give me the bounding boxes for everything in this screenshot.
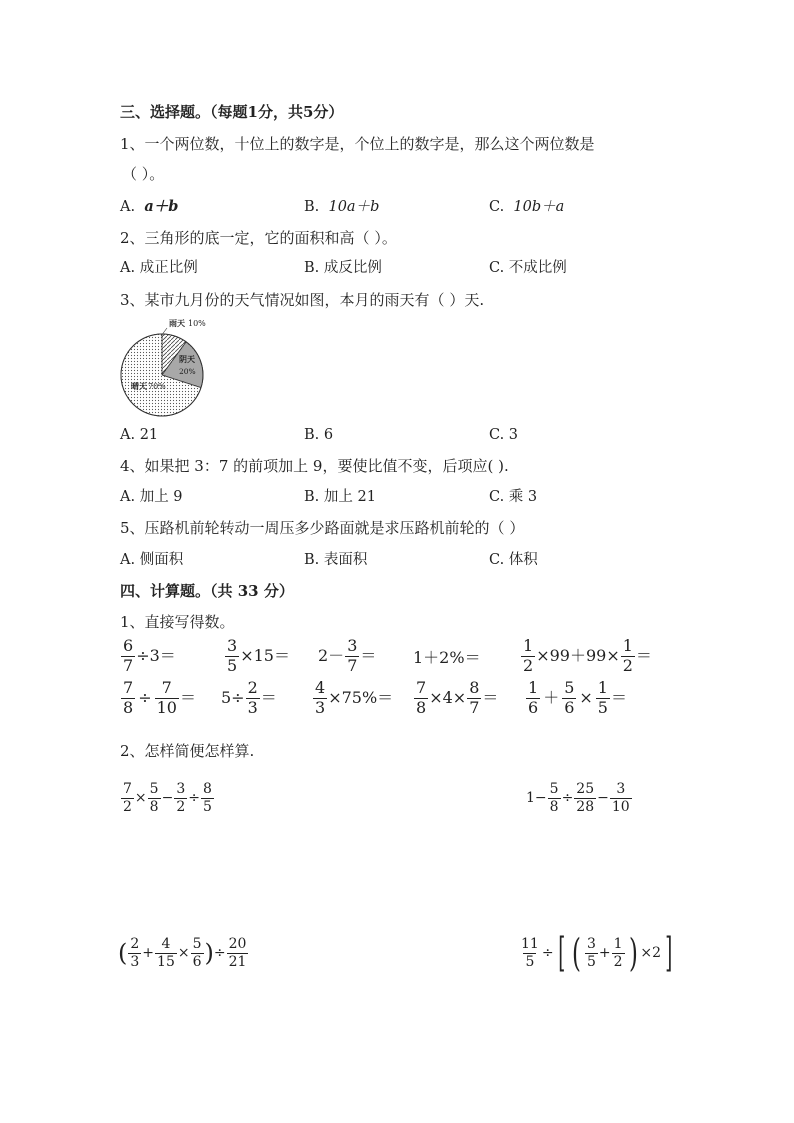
fraction <box>121 638 135 675</box>
denominator: 5 <box>525 953 535 970</box>
fraction <box>246 680 260 717</box>
q1-option-b <box>304 200 379 215</box>
operator: − <box>597 790 609 807</box>
question-3-text: 3、某市九月份的天气情况如图，本月的雨天有（ ）天. <box>120 291 485 309</box>
fraction <box>345 638 359 675</box>
expr-pre: 2－ <box>318 646 345 666</box>
denominator: 6 <box>564 697 575 717</box>
q1-option-a-value: a＋b <box>144 198 179 215</box>
fraction <box>225 638 239 675</box>
fraction <box>155 680 179 717</box>
numerator: 3 <box>587 935 596 952</box>
numerator: 1 <box>523 636 534 655</box>
operator: ÷ <box>138 688 152 708</box>
numerator: 5 <box>564 678 575 697</box>
denominator: 5 <box>597 697 608 717</box>
question-5-text: 5、压路机前轮转动一周压多少路面就是求压路机前轮的（ ） <box>120 519 525 537</box>
calc2-problem-4 <box>518 930 677 976</box>
q1-option-b-label: B. <box>304 199 320 215</box>
q2-option-c: C. 不成比例 <box>489 260 567 276</box>
expr-rest: ×15＝ <box>240 646 290 666</box>
expr-rest: ＝ <box>482 688 499 708</box>
expr-rest: ＝ <box>610 688 627 708</box>
numerator: 5 <box>149 781 159 797</box>
fraction <box>227 937 249 969</box>
fraction <box>610 782 632 814</box>
operator: + <box>142 945 155 962</box>
section-3-title: 三、选择题。（每题1分，共5分） <box>120 103 344 121</box>
fraction <box>574 782 596 814</box>
denominator: 2 <box>613 953 623 970</box>
fraction <box>201 782 214 814</box>
open-paren: ( <box>118 939 128 968</box>
question-1-text: 1、一个两位数，十位上的数字是，个位上的数字是，那么这个两位数是 <box>120 135 595 153</box>
fraction <box>585 937 598 969</box>
numerator: 1 <box>613 935 623 952</box>
expr-pre: 1− <box>526 790 547 807</box>
calc-r1-e4 <box>413 650 481 666</box>
operator: + <box>598 945 611 961</box>
numerator: 7 <box>416 678 427 697</box>
operator: ÷ <box>541 945 554 961</box>
fraction <box>519 937 541 969</box>
numerator: 1 <box>528 678 539 697</box>
calc-r1-e3 <box>318 638 376 675</box>
operator: ÷ <box>561 790 574 807</box>
denominator: 8 <box>149 798 159 815</box>
denominator: 3 <box>315 697 326 717</box>
open-bracket: [ <box>557 930 565 976</box>
fraction <box>148 782 161 814</box>
pie-pct-rain: 10% <box>188 319 206 328</box>
q4-option-b: B. 加上 21 <box>304 489 376 505</box>
calc-r2-e4 <box>413 680 498 717</box>
numerator: 8 <box>202 781 212 797</box>
denominator: 7 <box>123 655 134 675</box>
fraction <box>562 680 576 717</box>
operator: × <box>177 945 190 962</box>
operator: × <box>579 688 593 708</box>
numerator: 1 <box>622 636 633 655</box>
q5-option-b: B. 表面积 <box>304 552 368 568</box>
denominator: 10 <box>611 798 630 815</box>
numerator: 2 <box>130 936 140 952</box>
numerator: 5 <box>192 936 202 952</box>
numerator: 7 <box>123 781 132 797</box>
fraction <box>612 937 625 969</box>
q1-option-a <box>120 200 178 215</box>
numerator: 4 <box>161 936 171 952</box>
fraction <box>548 782 561 814</box>
q1-option-b-value: 10a＋b <box>328 199 380 215</box>
fraction <box>467 680 481 717</box>
pie-pct-sunny: 70% <box>148 382 166 391</box>
q1-option-c-label: C. <box>489 199 505 215</box>
question-1-blank: （ ）。 <box>122 165 165 183</box>
expr-text: 1＋2%＝ <box>413 648 481 667</box>
numerator: 3 <box>227 636 238 655</box>
denominator: 10 <box>156 697 177 717</box>
denominator: 2 <box>176 798 186 815</box>
calc2-problem-1 <box>120 782 215 814</box>
fraction <box>155 937 177 969</box>
fraction <box>414 680 428 717</box>
fraction <box>521 638 535 675</box>
operator: ÷ <box>213 945 226 962</box>
numerator: 3 <box>616 781 626 797</box>
operator: ÷ <box>188 790 200 807</box>
close-bracket: ] <box>665 930 673 976</box>
numerator: 7 <box>161 678 172 697</box>
svg-text:雨天10% <box>169 318 206 328</box>
numerator: 6 <box>123 636 134 655</box>
calc-r1-e2 <box>224 638 290 675</box>
denominator: 2 <box>523 655 534 675</box>
numerator: 1 <box>597 678 608 697</box>
numerator: 3 <box>347 636 358 655</box>
denominator: 15 <box>157 953 175 970</box>
svg-text:晴天70% <box>131 381 166 391</box>
q4-option-a: A. 加上 9 <box>120 489 183 505</box>
numerator: 25 <box>576 781 595 797</box>
expr-rest: ＝ <box>260 688 277 708</box>
operator: ＋ <box>543 688 560 708</box>
q2-option-a: A. 成正比例 <box>120 260 198 276</box>
close-paren: ) <box>628 931 638 975</box>
denominator: 2 <box>622 655 633 675</box>
expr-mid: ×4× <box>429 688 467 708</box>
fraction <box>621 638 635 675</box>
numerator: 7 <box>123 678 134 697</box>
denominator: 8 <box>416 697 427 717</box>
denominator: 21 <box>228 953 247 970</box>
denominator: 28 <box>576 798 595 815</box>
operator: − <box>161 790 174 807</box>
calc-r1-e1 <box>120 638 176 675</box>
fraction <box>121 680 135 717</box>
q5-option-c: C. 体积 <box>489 552 538 568</box>
q1-option-c-value: 10b＋a <box>513 199 565 215</box>
denominator: 6 <box>192 953 202 970</box>
denominator: 6 <box>528 697 539 717</box>
expr-pre: 5÷ <box>221 688 245 708</box>
calc-r2-e5 <box>525 680 627 717</box>
q3-option-c: C. 3 <box>489 427 519 443</box>
fraction <box>128 937 141 969</box>
q1-option-a-label: A. <box>120 199 136 215</box>
pie-pct-cloudy: 20% <box>179 367 196 376</box>
fraction <box>596 680 610 717</box>
numerator: 3 <box>176 781 186 797</box>
pie-label-cloudy: 阴天 <box>179 354 195 364</box>
denominator: 3 <box>247 697 258 717</box>
numerator: 2 <box>247 678 258 697</box>
denominator: 8 <box>123 697 134 717</box>
expr-rest: ÷3＝ <box>136 646 176 666</box>
q2-option-b: B. 成反比例 <box>304 260 382 276</box>
operator: × <box>134 790 147 807</box>
expr-rest: ＝ <box>179 688 196 708</box>
section-4-title: 四、计算题。（共 33 分） <box>120 582 294 600</box>
expr-rest: ＝ <box>360 646 377 666</box>
calc-1-title: 1、直接写得数。 <box>120 613 235 631</box>
denominator: 5 <box>202 798 212 815</box>
expr-mid: ×99＋99× <box>536 646 620 666</box>
close-paren: ) <box>204 939 214 968</box>
numerator: 4 <box>315 678 326 697</box>
calc2-problem-2 <box>526 782 633 814</box>
denominator: 5 <box>587 953 596 970</box>
weather-pie-chart <box>115 312 215 417</box>
question-2-text: 2、三角形的底一定，它的面积和高（ ）。 <box>120 229 397 247</box>
q4-option-c: C. 乘 3 <box>489 489 538 505</box>
numerator: 20 <box>228 936 247 952</box>
expr-rest: ×75%＝ <box>328 688 394 708</box>
open-paren: ( <box>572 931 582 975</box>
expr-rest: ＝ <box>635 646 652 666</box>
calc-r2-e3 <box>312 680 393 717</box>
q5-option-a: A. 侧面积 <box>120 552 184 568</box>
operator: ×2 <box>640 945 662 961</box>
fraction <box>526 680 540 717</box>
denominator: 5 <box>227 655 238 675</box>
fraction <box>313 680 327 717</box>
calc2-problem-3 <box>118 937 249 969</box>
q3-option-b: B. 6 <box>304 427 334 443</box>
denominator: 7 <box>347 655 358 675</box>
calc-r2-e2 <box>221 680 277 717</box>
pie-label-rain: 雨天 <box>169 318 185 328</box>
denominator: 7 <box>469 697 480 717</box>
denominator: 2 <box>123 798 132 815</box>
numerator: 11 <box>521 935 539 952</box>
question-4-text: 4、如果把 3：7 的前项加上 9，要使比值不变，后项应( ). <box>120 457 509 475</box>
denominator: 8 <box>549 798 559 815</box>
numerator: 5 <box>549 781 559 797</box>
numerator: 8 <box>469 678 480 697</box>
fraction <box>191 937 204 969</box>
fraction <box>174 782 187 814</box>
calc-2-title: 2、怎样简便怎样算. <box>120 742 255 760</box>
denominator: 3 <box>130 953 140 970</box>
pie-label-sunny: 晴天 <box>131 381 147 391</box>
calc-r1-e5 <box>520 638 652 675</box>
calc-r2-e1 <box>120 680 196 717</box>
q3-option-a: A. 21 <box>120 427 159 443</box>
fraction <box>121 782 134 814</box>
q1-option-c <box>489 200 564 215</box>
